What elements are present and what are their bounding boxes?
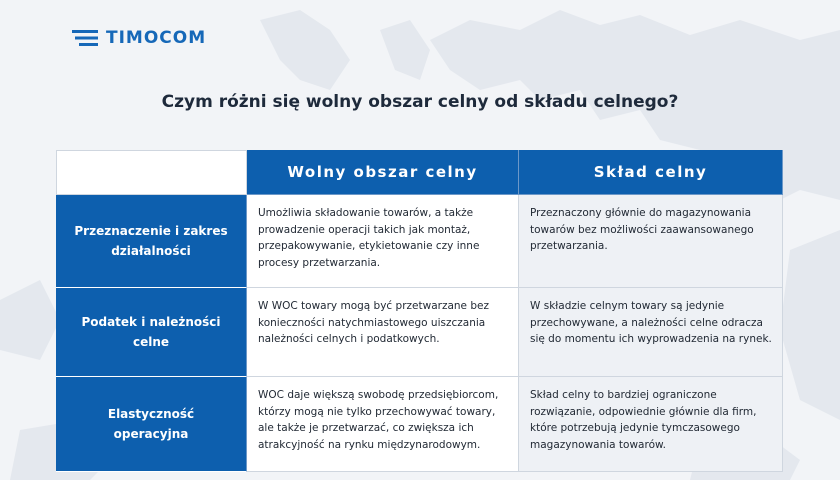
column-header-woc: Wolny obszar celny: [247, 150, 519, 195]
logo-lines-icon: [72, 30, 98, 46]
row-header: Podatek i należności celne: [56, 288, 247, 377]
page-title: Czym różni się wolny obszar celny od składu celnego?: [161, 92, 679, 112]
table-cell-sklad: Skład celny to bardziej ograniczone rozwiązanie, odpowiednie głównie dla firm, które potrzebują jedynie tymczasowego magazynowania towarów.: [519, 377, 783, 472]
timocom-logo[interactable]: [72, 28, 206, 48]
row-header: Przeznaczenie i zakres działalności: [56, 195, 247, 288]
table-cell-woc: Umożliwia składowanie towarów, a także prowadzenie operacji takich jak montaż, przepakowywanie, etykietowanie czy inne procesy przetwarzania.: [247, 195, 519, 288]
logo-text: TIMOCOM: [106, 28, 207, 48]
table-cell-sklad: W składzie celnym towary są jedynie przechowywane, a należności celne odracza się do momentu ich wyprowadzenia na rynek.: [519, 288, 783, 377]
table-cell-woc: W WOC towary mogą być przetwarzane bez konieczności natychmiastowego uiszczania należności celnych i podatkowych.: [247, 288, 519, 377]
table-cell-sklad: Przeznaczony głównie do magazynowania towarów bez możliwości zaawansowanego przetwarzania.: [519, 195, 783, 288]
row-header: Elastyczność operacyjna: [56, 377, 247, 472]
column-header-sklad: Skład celny: [519, 150, 783, 195]
comparison-table: [56, 150, 783, 472]
table-corner: [56, 150, 247, 195]
table-cell-woc: WOC daje większą swobodę przedsiębiorcom, którzy mogą nie tylko przechowywać towary, ale także je przetwarzać, co zwiększa ich atrakcyjność na rynku międzynarodowym.: [247, 377, 519, 472]
